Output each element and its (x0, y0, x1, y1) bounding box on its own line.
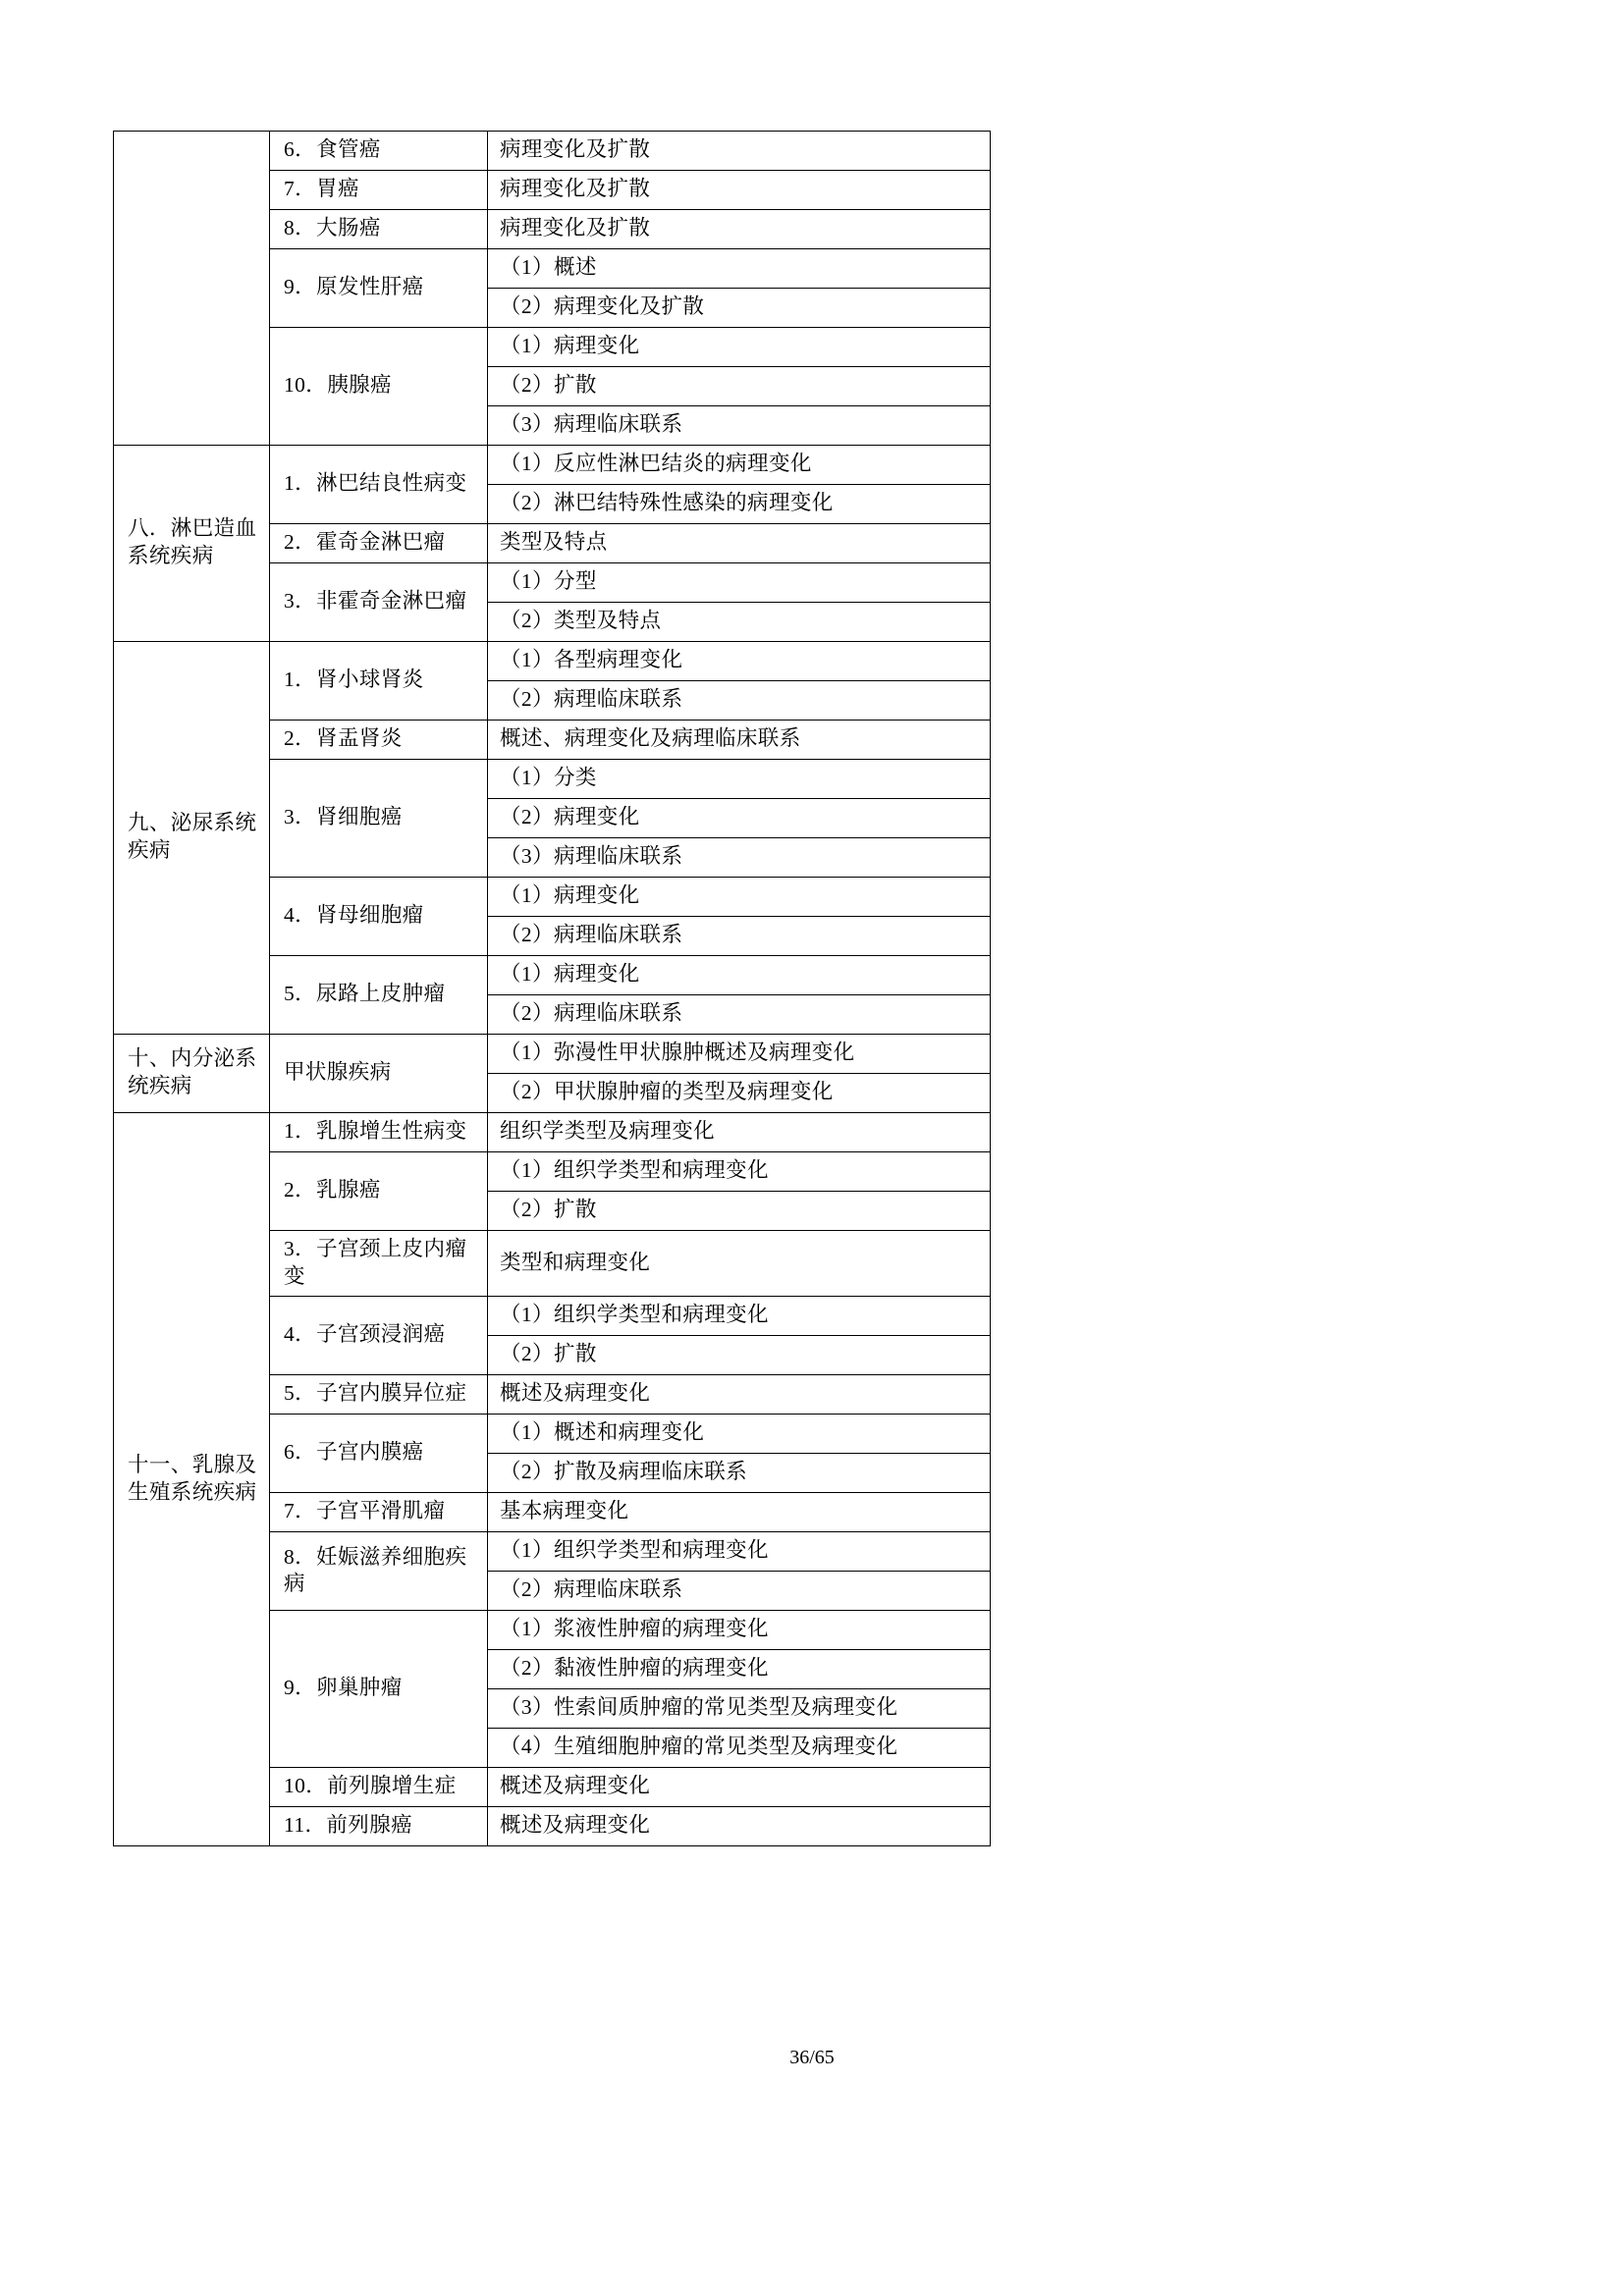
item-name-cell (270, 1768, 488, 1807)
detail-cell (488, 132, 991, 171)
detail-cell (488, 328, 991, 367)
syllabus-table-container (113, 131, 990, 1846)
page-number: 36/65 (789, 2047, 835, 2068)
detail-label: （1）组织学类型和病理变化 (500, 1303, 769, 1327)
detail-label: （3）病理临床联系 (500, 412, 683, 436)
table-row (114, 132, 991, 171)
item-name-cell (270, 1152, 488, 1231)
item-name-cell (270, 249, 488, 328)
detail-label: （2）病理临床联系 (500, 1001, 683, 1025)
detail-cell (488, 995, 991, 1035)
section-name-label: 八．淋巴造血系统疾病 (128, 516, 257, 567)
detail-cell (488, 1035, 991, 1074)
detail-label: （2）病理变化 (500, 805, 640, 828)
item-name-label: 9．原发性肝癌 (284, 275, 424, 298)
item-name-label: 1．肾小球肾炎 (284, 667, 424, 691)
detail-label: 病理变化及扩散 (500, 216, 651, 240)
item-name-cell (270, 642, 488, 721)
detail-cell (488, 642, 991, 681)
detail-label: （1）组织学类型和病理变化 (500, 1538, 769, 1563)
detail-label: （1）概述和病理变化 (500, 1420, 705, 1445)
detail-cell (488, 1768, 991, 1807)
item-name-cell (270, 1231, 488, 1297)
item-name-cell (270, 1807, 488, 1846)
detail-cell (488, 367, 991, 406)
detail-label: （1）组织学类型和病理变化 (500, 1158, 769, 1182)
detail-label: 概述及病理变化 (500, 1813, 651, 1838)
detail-label: 基本病理变化 (500, 1499, 629, 1523)
detail-label: （2）病理临床联系 (500, 687, 683, 711)
detail-cell (488, 289, 991, 328)
section-name-cell (114, 446, 270, 642)
detail-label: （1）各型病理变化 (500, 648, 683, 671)
item-name-cell (270, 1493, 488, 1532)
item-name-cell (270, 1297, 488, 1375)
item-name-label: 7．胃癌 (284, 177, 359, 200)
detail-label: （2）类型及特点 (500, 609, 662, 632)
section-name-cell (114, 642, 270, 1035)
item-name-label: 6．食管癌 (284, 137, 381, 161)
detail-label: 概述及病理变化 (500, 1774, 651, 1798)
detail-cell (488, 1297, 991, 1336)
item-name-label: 5．尿路上皮肿瘤 (284, 982, 446, 1005)
item-name-cell (270, 171, 488, 210)
detail-label: （2）扩散 (500, 1198, 597, 1221)
detail-label: 类型和病理变化 (500, 1250, 651, 1274)
detail-cell (488, 406, 991, 446)
item-name-cell (270, 524, 488, 563)
item-name-label: 4．肾母细胞瘤 (284, 903, 424, 927)
detail-cell (488, 249, 991, 289)
detail-cell (488, 1192, 991, 1231)
table-row (114, 642, 991, 681)
item-name-label: 2．霍奇金淋巴瘤 (284, 530, 446, 554)
detail-label: （1）概述 (500, 255, 597, 279)
item-name-label: 8．妊娠滋养细胞疾病 (284, 1544, 467, 1596)
detail-cell (488, 485, 991, 524)
item-name-label: 3．子宫颈上皮内瘤变 (284, 1237, 467, 1288)
detail-cell (488, 838, 991, 878)
detail-cell (488, 446, 991, 485)
detail-label: （1）分类 (500, 766, 597, 789)
detail-label: （3）性索间质肿瘤的常见类型及病理变化 (500, 1695, 898, 1720)
section-name-cell (114, 1113, 270, 1846)
section-name-cell (114, 1035, 270, 1113)
syllabus-table (113, 131, 991, 1846)
detail-cell (488, 1572, 991, 1611)
item-name-cell (270, 956, 488, 1035)
item-name-label: 11．前列腺癌 (284, 1813, 413, 1838)
item-name-label: 3．非霍奇金淋巴瘤 (284, 589, 467, 613)
item-name-label: 1．淋巴结良性病变 (284, 471, 467, 495)
item-name-label: 甲状腺疾病 (284, 1060, 392, 1084)
item-name-cell (270, 1532, 488, 1611)
section-name-cell (114, 132, 270, 446)
item-name-label: 8．大肠癌 (284, 216, 381, 240)
detail-cell (488, 956, 991, 995)
detail-cell (488, 1611, 991, 1650)
item-name-label: 5．子宫内膜异位症 (284, 1381, 467, 1406)
detail-cell (488, 1493, 991, 1532)
detail-label: （2）扩散 (500, 373, 597, 397)
item-name-cell (270, 328, 488, 446)
item-name-label: 10．前列腺增生症 (284, 1774, 457, 1798)
item-name-cell (270, 1415, 488, 1493)
item-name-cell (270, 446, 488, 524)
item-name-label: 2．乳腺癌 (284, 1178, 381, 1201)
section-name-label (114, 269, 269, 307)
detail-cell (488, 1454, 991, 1493)
detail-cell (488, 917, 991, 956)
table-row (114, 1035, 991, 1074)
detail-label: （4）生殖细胞肿瘤的常见类型及病理变化 (500, 1735, 898, 1759)
item-name-label: 7．子宫平滑肌瘤 (284, 1499, 446, 1523)
item-name-cell (270, 1375, 488, 1415)
item-name-label: 10．胰腺癌 (284, 373, 392, 397)
detail-cell (488, 603, 991, 642)
detail-label: （2）病理临床联系 (500, 923, 683, 946)
detail-cell (488, 1375, 991, 1415)
detail-cell (488, 760, 991, 799)
detail-label: 组织学类型及病理变化 (500, 1119, 716, 1143)
section-name-label: 十一、乳腺及生殖系统疾病 (128, 1453, 257, 1504)
detail-label: （1）弥漫性甲状腺肿概述及病理变化 (500, 1041, 855, 1064)
detail-cell (488, 1415, 991, 1454)
detail-label: 概述及病理变化 (500, 1381, 651, 1406)
section-name-label: 九、泌尿系统疾病 (128, 811, 257, 862)
detail-cell (488, 1152, 991, 1192)
detail-cell (488, 1231, 991, 1297)
table-row (114, 446, 991, 485)
detail-label: （1）病理变化 (500, 334, 640, 357)
section-name-label: 十、内分泌系统疾病 (128, 1046, 257, 1097)
detail-label: （3）病理临床联系 (500, 844, 683, 868)
detail-cell (488, 721, 991, 760)
detail-cell (488, 1807, 991, 1846)
detail-label: （2）甲状腺肿瘤的类型及病理变化 (500, 1080, 834, 1103)
item-name-label: 9．卵巢肿瘤 (284, 1676, 403, 1700)
detail-cell (488, 1689, 991, 1729)
item-name-label: 1．乳腺增生性病变 (284, 1119, 467, 1143)
detail-label: （2）黏液性肿瘤的病理变化 (500, 1656, 769, 1681)
detail-cell (488, 1729, 991, 1768)
item-name-label: 3．肾细胞癌 (284, 805, 403, 828)
item-name-cell (270, 1611, 488, 1768)
item-name-label: 6．子宫内膜癌 (284, 1440, 424, 1465)
detail-label: （2）扩散 (500, 1342, 597, 1366)
item-name-cell (270, 1113, 488, 1152)
detail-label: （1）分型 (500, 569, 597, 593)
detail-cell (488, 210, 991, 249)
detail-label: （2）病理变化及扩散 (500, 294, 705, 318)
detail-label: （2）病理临床联系 (500, 1577, 683, 1602)
detail-cell (488, 1074, 991, 1113)
detail-cell (488, 1336, 991, 1375)
item-name-label: 2．肾盂肾炎 (284, 726, 403, 750)
detail-label: （1）病理变化 (500, 883, 640, 907)
detail-cell (488, 799, 991, 838)
item-name-cell (270, 721, 488, 760)
detail-cell (488, 1113, 991, 1152)
item-name-cell (270, 210, 488, 249)
detail-cell (488, 878, 991, 917)
detail-cell (488, 524, 991, 563)
item-name-cell (270, 878, 488, 956)
detail-label: （1）浆液性肿瘤的病理变化 (500, 1617, 769, 1641)
detail-cell (488, 171, 991, 210)
detail-label: 病理变化及扩散 (500, 177, 651, 200)
item-name-label: 4．子宫颈浸润癌 (284, 1322, 446, 1347)
detail-label: （2）淋巴结特殊性感染的病理变化 (500, 491, 834, 514)
detail-label: 病理变化及扩散 (500, 137, 651, 161)
detail-label: （1）病理变化 (500, 962, 640, 986)
item-name-cell (270, 1035, 488, 1113)
item-name-cell (270, 760, 488, 878)
detail-label: 概述、病理变化及病理临床联系 (500, 726, 801, 750)
item-name-cell (270, 563, 488, 642)
detail-cell (488, 1650, 991, 1689)
detail-cell (488, 1532, 991, 1572)
detail-cell (488, 563, 991, 603)
table-row (114, 1113, 991, 1152)
detail-label: 类型及特点 (500, 530, 608, 554)
detail-label: （1）反应性淋巴结炎的病理变化 (500, 452, 812, 475)
syllabus-table-body (114, 132, 991, 1846)
detail-cell (488, 681, 991, 721)
item-name-cell (270, 132, 488, 171)
detail-label: （2）扩散及病理临床联系 (500, 1460, 748, 1484)
